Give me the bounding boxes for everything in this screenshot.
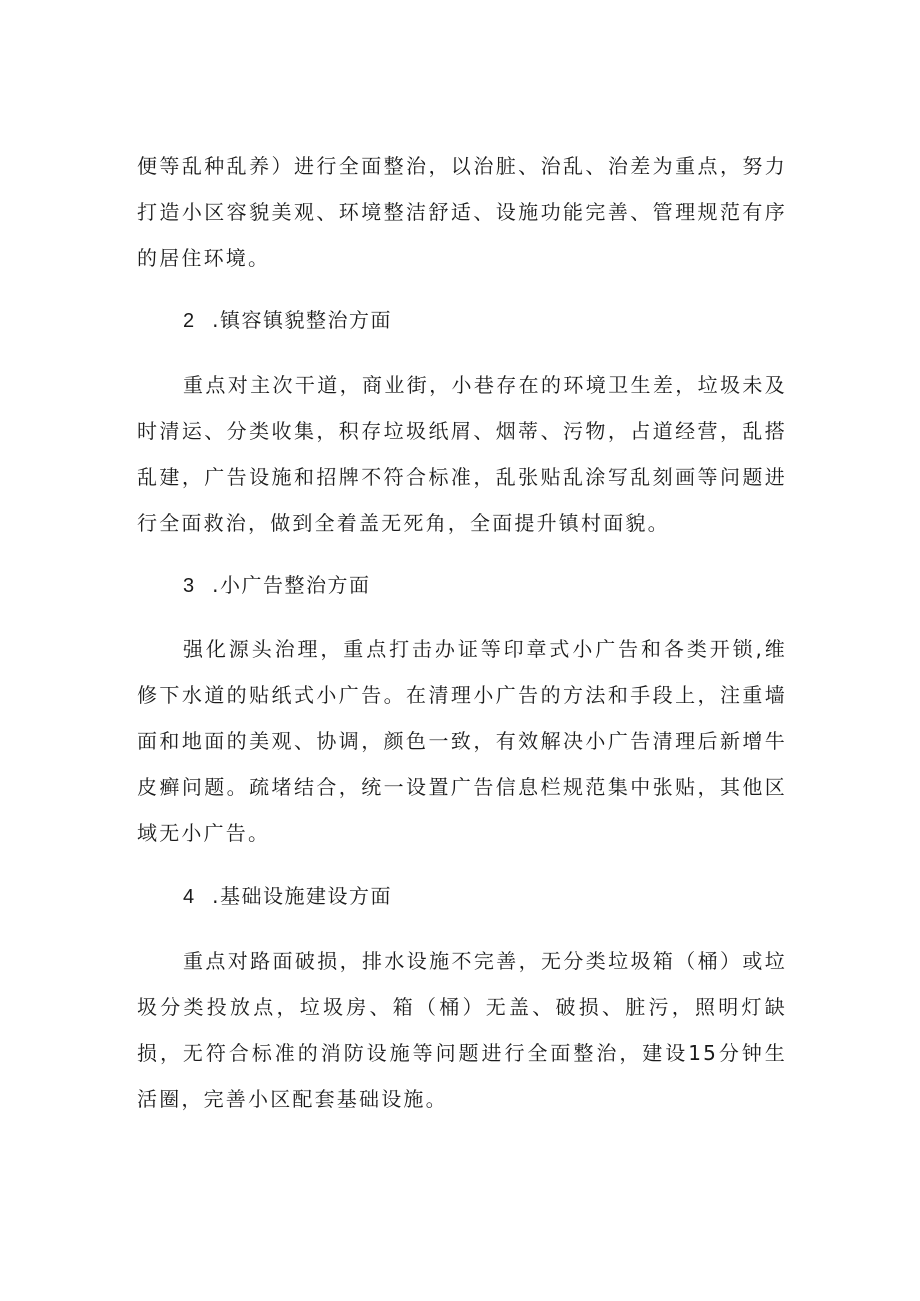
section-heading-infrastructure <box>183 881 392 912</box>
section-number: 2 <box>183 310 195 332</box>
section-title: .小广告整治方面 <box>212 573 371 597</box>
paragraph-town-appearance: 重点对主次干道，商业街，小巷存在的环境卫生差，垃圾未及时清运、分类收集，积存垃圾纸屑、烟蒂、污物，占道经营，乱搭乱建，广告设施和招牌不符合标准，乱张贴乱涂写乱刻画等问题进行全面救治，做到全着盖无死角，全面提升镇村面貌。 <box>137 373 787 535</box>
section-title: .镇容镇貌整治方面 <box>212 308 392 332</box>
paragraph-living-environment: 便等乱种乱养）进行全面整治，以治脏、治乱、治差为重点，努力打造小区容貌美观、环境整洁舒适、设施功能完善、管理规范有序的居住环境。 <box>137 154 787 270</box>
section-title: .基础设施建设方面 <box>212 884 392 908</box>
section-heading-town-appearance <box>183 305 392 336</box>
section-number: 4 <box>183 886 195 908</box>
paragraph-small-ads: 强化源头治理，重点打击办证等印章式小广告和各类开锁,维修下水道的贴纸式小广告。在清理小广告的方法和手段上，注重墙面和地面的美观、协调，颜色一致，有效解决小广告清理后新增牛皮癣问题。疏堵结合，统一设置广告信息栏规范集中张贴，其他区域无小广告。 <box>137 637 787 845</box>
section-number: 3 <box>183 575 195 597</box>
paragraph-infrastructure: 重点对路面破损，排水设施不完善，无分类垃圾箱（桶）或垃圾分类投放点，垃圾房、箱（桶）无盖、破损、脏污，照明灯缺损，无符合标准的消防设施等问题进行全面整治，建设15分钟生活圈，完善小区配套基础设施。 <box>137 949 787 1111</box>
section-heading-small-ads <box>183 570 370 601</box>
